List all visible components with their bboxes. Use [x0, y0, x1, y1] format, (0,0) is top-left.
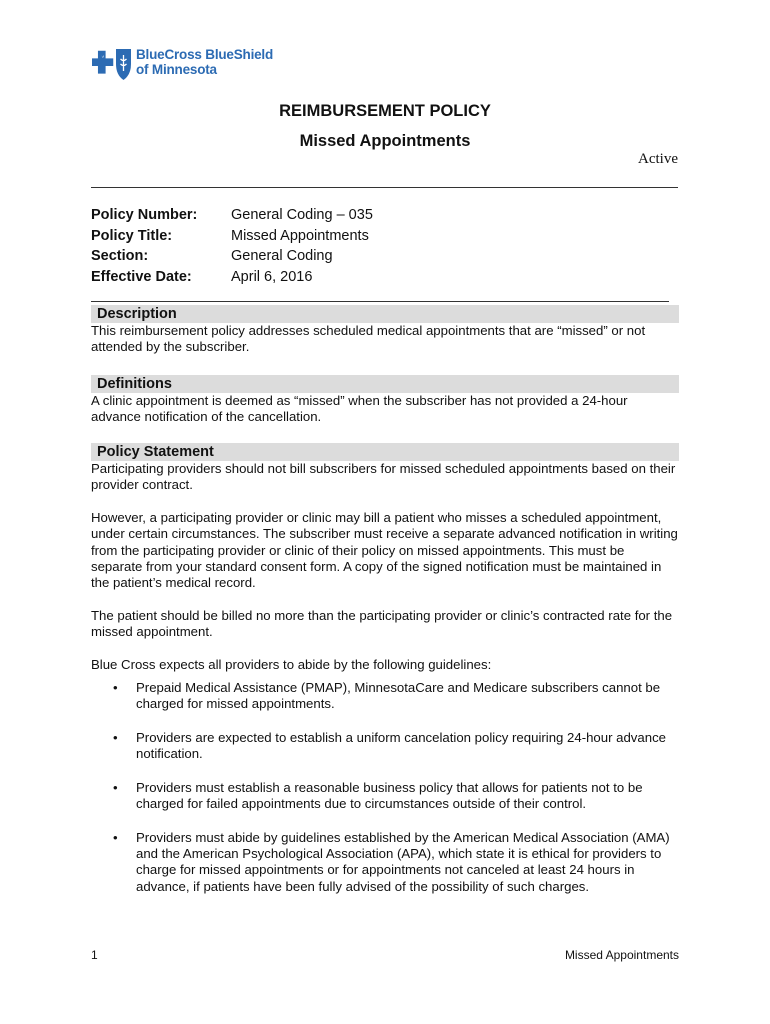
bullet-icon: • [113, 779, 118, 795]
list-item-text: Prepaid Medical Assistance (PMAP), MinnesotaCare and Medicare subscribers cannot be charged for missed appointments. [136, 680, 661, 712]
meta-row [91, 267, 373, 288]
meta-value: General Coding [231, 248, 333, 264]
policy-meta [91, 205, 373, 287]
list-item [91, 780, 679, 813]
policy-paragraph: Participating providers should not bill subscribers for missed scheduled appointments based on their provider contract. [91, 461, 676, 493]
shield-logo-icon [116, 49, 131, 80]
logo-line-1: BlueCross BlueShield [136, 47, 274, 62]
meta-value: Missed Appointments [231, 227, 369, 244]
policy-paragraph: Blue Cross expects all providers to abide by the following guidelines: [91, 656, 492, 672]
meta-value: April 6, 2016 [231, 268, 313, 285]
meta-label: Section: [91, 248, 149, 264]
policy-paragraph: However, a participating provider or clinic may bill a patient who misses a scheduled appointment, under certain circumstances. The subscriber must receive a separate advanced notification in writing from the participating provider or clinic of their policy on missed appointments. This must be separate from your standard consent form. A copy of the signed notification must be maintained in the patient’s medical record. [91, 509, 678, 591]
bullet-icon: • [113, 729, 118, 745]
definitions-section [91, 375, 679, 426]
page-number: 1 [91, 948, 98, 962]
list-item [91, 680, 679, 713]
meta-label: Effective Date: [91, 268, 192, 285]
meta-label: Policy Number: [91, 207, 198, 223]
description-section [91, 305, 679, 356]
list-item-text: Providers are expected to establish a uniform cancelation policy requiring 24-hour advance notification. [136, 729, 666, 762]
policy-paragraph: The patient should be billed no more than the participating provider or clinic’s contracted rate for the missed appointment. [91, 607, 673, 640]
logo-line-2: of Minnesota [136, 62, 217, 77]
definitions-text: A clinic appointment is deemed as “missed” when the subscriber has not provided a 24-hour advance notification of the cancellation. [91, 393, 628, 425]
list-item-text: Providers must abide by guidelines established by the American Medical Association (AMA) and the American Psychological Association (APA), which state it is ethical for providers to charge for missed appointments or for appointments not canceled at least 24 hours in advance, if patients have been fully advised of the possibility of such charges. [136, 829, 670, 894]
meta-row [91, 205, 373, 226]
list-item [91, 830, 679, 896]
meta-label: Policy Title: [91, 227, 173, 244]
list-item-text: Providers must establish a reasonable business policy that allows for patients not to be charged for failed appointments due to circumstances outside of their control. [136, 779, 643, 812]
description-heading: Description [91, 305, 679, 323]
footer-title: Missed Appointments [564, 948, 679, 962]
divider-top [91, 187, 678, 188]
bcbs-logo [92, 45, 302, 85]
policy-statement-section [91, 443, 679, 461]
list-item [91, 730, 679, 763]
definitions-heading: Definitions [91, 375, 679, 393]
policy-statement-body [91, 461, 679, 912]
document-title: REIMBURSEMENT POLICY [279, 102, 491, 120]
meta-value: General Coding – 035 [231, 207, 373, 223]
logo-wordmark [136, 47, 273, 77]
cross-logo-icon [92, 51, 113, 74]
divider-meta [91, 301, 669, 302]
policy-statement-heading: Policy Statement [91, 443, 679, 461]
document-subtitle: Missed Appointments [299, 132, 471, 150]
meta-row [91, 226, 373, 247]
guidelines-list [91, 680, 679, 895]
bullet-icon: • [113, 829, 118, 845]
policy-status: Active [638, 151, 678, 167]
description-text: This reimbursement policy addresses scheduled medical appointments that are “missed” or not attended by the subscriber. [91, 323, 646, 355]
meta-row [91, 246, 373, 267]
bullet-icon: • [113, 680, 118, 696]
